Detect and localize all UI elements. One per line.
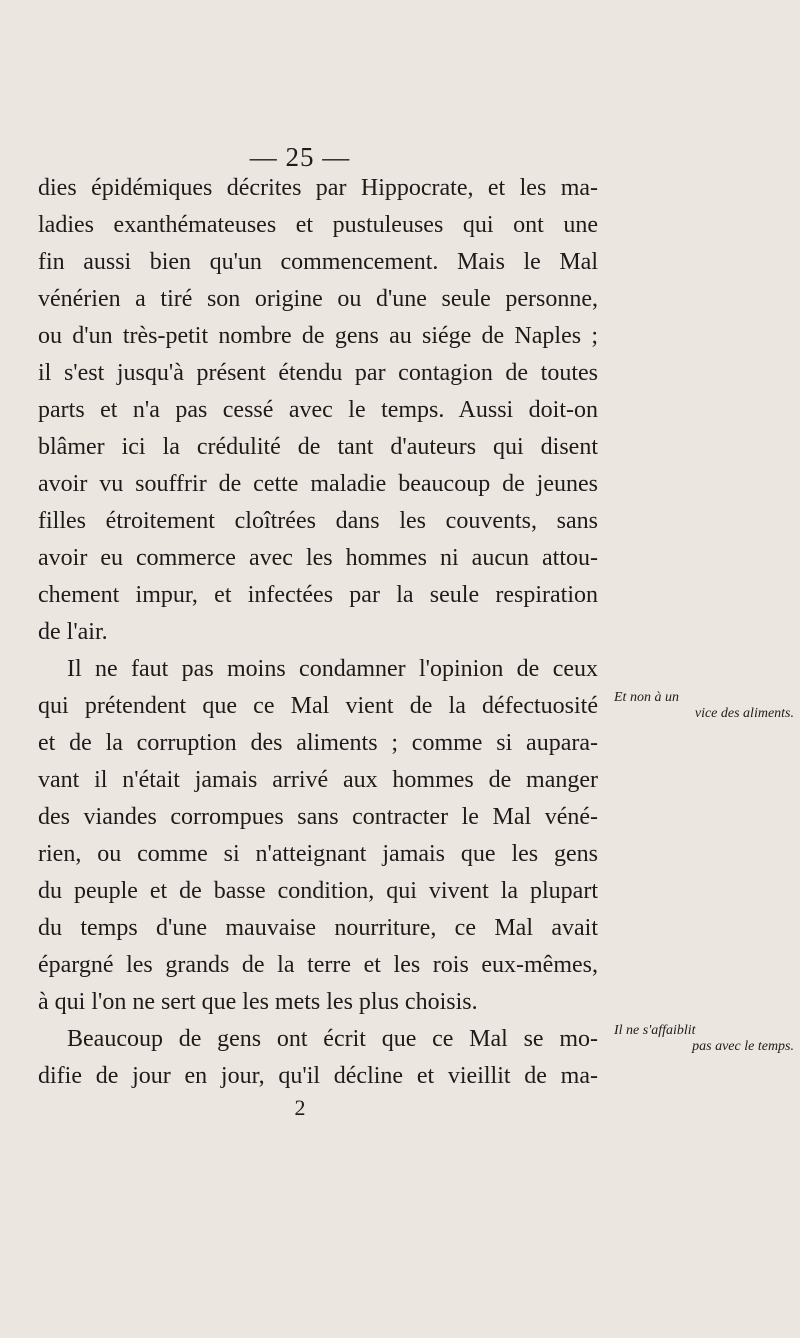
- text-line: du temps d'une mauvaise nourriture, ce Mal avait: [38, 915, 598, 941]
- text-line: de l'air.: [38, 619, 108, 645]
- text-line: épargné les grands de la terre et les rois eux-mêmes,: [38, 952, 598, 978]
- text-line: fin aussi bien qu'un commencement. Mais le Mal: [38, 249, 598, 275]
- text-line: difie de jour en jour, qu'il décline et vieillit de ma-: [38, 1063, 598, 1089]
- text-line: filles étroitement cloîtrées dans les couvents, sans: [38, 508, 598, 534]
- text-line: ou d'un très-petit nombre de gens au siége de Naples ;: [38, 323, 598, 349]
- page-number: — 25 —: [249, 142, 351, 172]
- text-line: il s'est jusqu'à présent étendu par contagion de toutes: [38, 360, 598, 386]
- text-line: des viandes corrompues sans contracter le Mal véné-: [38, 804, 598, 830]
- text-line: blâmer ici la crédulité de tant d'auteurs qui disent: [38, 434, 598, 460]
- signature-mark: 2: [294, 1095, 306, 1120]
- text-line: Il ne faut pas moins condamner l'opinion de ceux: [67, 656, 598, 682]
- body-text: [38, 170, 598, 1095]
- text-line: chement impur, et infectées par la seule respiration: [38, 582, 598, 608]
- text-line: parts et n'a pas cessé avec le temps. Aussi doit-on: [38, 397, 598, 423]
- text-line: qui prétendent que ce Mal vient de la défectuosité: [38, 693, 598, 719]
- margin-note: [608, 690, 794, 722]
- text-line: à qui l'on ne sert que les mets les plus choisis.: [38, 989, 478, 1015]
- margin-note-line: Il ne s'affaiblit: [614, 1023, 696, 1038]
- text-line: ladies exanthémateuses et pustuleuses qui ont une: [38, 212, 598, 238]
- text-line: dies épidémiques décrites par Hippocrate, et les ma-: [38, 175, 598, 201]
- margin-note-line: vice des aliments.: [694, 706, 794, 721]
- text-line: avoir vu souffrir de cette maladie beaucoup de jeunes: [38, 471, 598, 497]
- text-line: du peuple et de basse condition, qui vivent la plupart: [38, 878, 598, 904]
- margin-note: [608, 1023, 794, 1055]
- margin-note-line: Et non à un: [614, 690, 679, 705]
- text-line: avoir eu commerce avec les hommes ni aucun attou-: [38, 545, 598, 571]
- text-line: vant il n'était jamais arrivé aux hommes de manger: [38, 767, 598, 793]
- text-line: vénérien a tiré son origine ou d'une seule personne,: [38, 286, 598, 312]
- margin-note-line: pas avec le temps.: [692, 1039, 794, 1054]
- text-line: et de la corruption des aliments ; comme si aupara-: [38, 730, 598, 756]
- text-line: rien, ou comme si n'atteignant jamais que les gens: [38, 841, 598, 867]
- text-line: Beaucoup de gens ont écrit que ce Mal se mo-: [67, 1026, 598, 1052]
